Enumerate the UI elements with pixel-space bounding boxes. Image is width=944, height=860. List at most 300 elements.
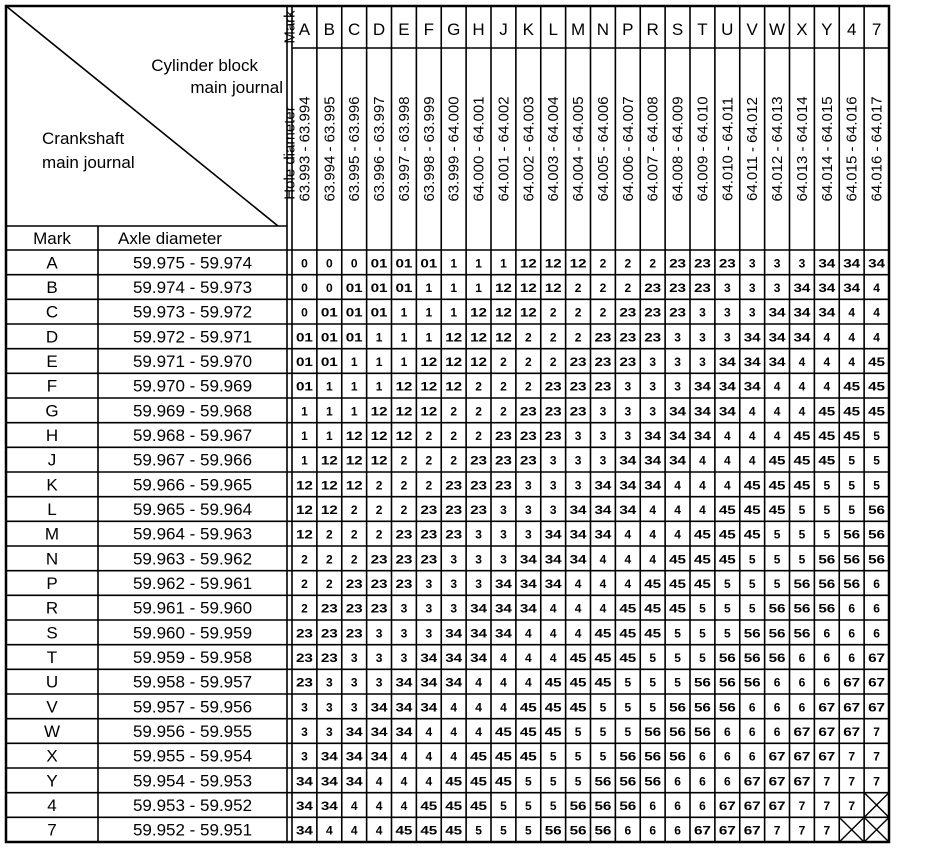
table-cell: 67 — [818, 700, 836, 715]
row-axle-range: 59.958 - 59.957 — [132, 672, 253, 692]
table-cell: 23 — [345, 601, 364, 616]
table-cell: 12 — [420, 379, 438, 394]
table-cell: 34 — [644, 453, 662, 468]
table-cell: 45 — [669, 552, 687, 567]
table-cell: 7 — [848, 799, 856, 813]
table-cell: 4 — [723, 478, 731, 493]
table-cell: 23 — [370, 601, 388, 616]
column-hole-range: 64.000 - 64.001 — [470, 96, 488, 202]
table-cell: 45 — [619, 601, 637, 616]
table-cell: 45 — [843, 404, 861, 419]
crankshaft-label: Crankshaft — [42, 129, 125, 148]
table-cell: 5 — [798, 552, 806, 567]
table-cell: 45 — [519, 725, 538, 739]
table-cell: 56 — [718, 651, 737, 665]
table-cell: 67 — [693, 823, 712, 838]
table-cell: 23 — [370, 577, 388, 591]
table-cell: 23 — [669, 256, 687, 271]
table-cell: 12 — [569, 256, 587, 271]
table-cell: 56 — [868, 552, 886, 567]
row-axle-range: 59.967 - 59.966 — [132, 450, 253, 470]
table-cell: 45 — [743, 503, 762, 517]
table-cell: 6 — [873, 601, 880, 616]
column-hole-range: 64.005 - 64.006 — [594, 96, 612, 202]
table-cell: 3 — [599, 404, 607, 419]
table-cell: 45 — [818, 429, 836, 443]
column-mark: 7 — [871, 20, 882, 39]
column-hole-range: 64.002 - 64.003 — [520, 96, 538, 202]
row-axle-range: 59.953 - 59.952 — [132, 796, 253, 815]
table-cell: 4 — [400, 799, 408, 813]
table-cell: 12 — [470, 330, 488, 345]
table-cell: 2 — [325, 552, 333, 567]
table-cell: 12 — [395, 379, 413, 394]
row-mark: J — [47, 450, 57, 470]
table-cell: 45 — [669, 577, 687, 591]
table-cell: 3 — [748, 281, 756, 295]
table-cell: 56 — [693, 675, 712, 690]
table-cell: 23 — [445, 478, 463, 493]
table-cell: 0 — [301, 305, 308, 320]
table-cell: 7 — [823, 799, 831, 813]
row-mark: C — [45, 302, 59, 322]
table-cell: 34 — [743, 355, 762, 369]
table-cell: 3 — [400, 651, 408, 665]
table-cell: 4 — [848, 330, 856, 345]
table-cell: 2 — [549, 330, 557, 345]
table-cell: 12 — [295, 527, 314, 542]
table-cell: 4 — [524, 675, 532, 690]
row-mark: V — [46, 697, 58, 717]
table-cell: 34 — [619, 503, 637, 517]
table-cell: 5 — [699, 626, 706, 641]
table-cell: 2 — [400, 453, 408, 468]
table-cell: 34 — [295, 799, 314, 813]
table-cell: 2 — [524, 379, 532, 394]
column-hole-range: 63.994 - 63.995 — [321, 96, 339, 202]
table-cell: 3 — [325, 725, 333, 739]
table-cell: 5 — [599, 725, 607, 739]
table-cell: 34 — [420, 651, 438, 665]
table-cell: 6 — [723, 774, 731, 789]
column-mark: J — [499, 20, 508, 39]
table-cell: 1 — [450, 281, 458, 295]
table-cell: 23 — [644, 305, 662, 320]
table-cell: 34 — [868, 256, 886, 271]
table-cell: 12 — [544, 256, 563, 271]
axle-diameter-header: Axle diameter — [118, 229, 222, 248]
table-cell: 5 — [748, 601, 756, 616]
row-mark: A — [46, 253, 58, 273]
table-cell: 4 — [500, 675, 507, 690]
table-cell: 2 — [574, 281, 582, 295]
table-cell: 34 — [395, 725, 413, 739]
table-cell: 6 — [699, 774, 706, 789]
table-cell: 01 — [345, 281, 364, 295]
table-cell: 2 — [375, 478, 383, 493]
table-cell: 56 — [544, 823, 563, 838]
table-cell: 34 — [693, 429, 712, 443]
row-mark: G — [45, 401, 59, 421]
table-cell: 6 — [748, 749, 756, 764]
table-cell: 45 — [519, 700, 538, 715]
table-cell: 0 — [350, 256, 358, 271]
table-cell: 01 — [295, 355, 314, 369]
table-cell: 23 — [544, 404, 563, 419]
table-cell: 23 — [494, 478, 513, 493]
table-cell: 45 — [569, 700, 587, 715]
table-cell: 6 — [848, 601, 856, 616]
table-cell: 5 — [599, 749, 607, 764]
crossed-box-icon — [865, 794, 888, 817]
table-cell: 12 — [395, 404, 413, 419]
table-cell: 67 — [793, 774, 811, 789]
table-cell: 0 — [301, 281, 308, 295]
column-mark: U — [721, 20, 734, 39]
table-cell: 56 — [718, 700, 737, 715]
table-cell: 67 — [768, 799, 786, 813]
table-cell: 3 — [574, 453, 582, 468]
table-cell: 6 — [723, 725, 731, 739]
row-mark: E — [46, 352, 58, 371]
table-cell: 34 — [569, 552, 587, 567]
table-cell: 3 — [325, 675, 333, 690]
table-cell: 3 — [524, 503, 532, 517]
table-cell: 3 — [574, 429, 582, 443]
table-cell: 34 — [395, 700, 413, 715]
column-mark: D — [372, 20, 386, 39]
table-cell: 4 — [475, 700, 482, 715]
table-cell: 1 — [350, 355, 358, 369]
row-mark: L — [47, 500, 57, 519]
table-cell: 3 — [450, 601, 458, 616]
table-cell: 12 — [345, 429, 364, 443]
table-cell: 45 — [594, 651, 612, 665]
table-cell: 56 — [569, 799, 587, 813]
table-cell: 56 — [868, 527, 886, 542]
table-cell: 45 — [669, 601, 687, 616]
table-cell: 4 — [375, 823, 383, 838]
column-mark: F — [423, 20, 435, 39]
table-cell: 34 — [768, 355, 786, 369]
row-axle-range: 59.970 - 59.969 — [132, 376, 253, 396]
column-mark: E — [398, 20, 410, 39]
table-cell: 6 — [773, 675, 781, 690]
table-cell: 2 — [524, 330, 532, 345]
table-cell: 56 — [793, 626, 811, 641]
column-hole-range: 63.999 - 64.000 — [445, 96, 463, 202]
table-cell: 5 — [699, 651, 706, 665]
table-cell: 23 — [395, 577, 413, 591]
table-cell: 6 — [624, 823, 632, 838]
table-cell: 5 — [674, 675, 681, 690]
table-cell: 5 — [848, 503, 856, 517]
table-cell: 34 — [494, 577, 513, 591]
table-cell: 56 — [868, 503, 886, 517]
table-cell: 2 — [400, 503, 408, 517]
table-cell: 3 — [301, 700, 308, 715]
table-cell: 34 — [569, 503, 587, 517]
table-cell: 23 — [693, 281, 712, 295]
row-mark: T — [46, 648, 58, 667]
table-cell: 67 — [743, 823, 762, 838]
table-cell: 1 — [425, 281, 433, 295]
table-cell: 12 — [370, 453, 388, 468]
table-cell: 01 — [370, 281, 388, 295]
table-cell: 34 — [370, 749, 388, 764]
column-mark: T — [697, 20, 708, 39]
table-cell: 56 — [693, 700, 712, 715]
table-cell: 23 — [395, 552, 413, 567]
table-cell: 23 — [594, 330, 612, 345]
table-cell: 34 — [693, 379, 712, 394]
table-cell: 45 — [768, 503, 786, 517]
table-cell: 12 — [470, 305, 488, 320]
column-mark: W — [769, 20, 786, 39]
table-cell: 5 — [873, 453, 880, 468]
table-cell: 34 — [644, 478, 662, 493]
table-cell: 01 — [420, 256, 438, 271]
table-cell: 67 — [843, 725, 861, 739]
table-cell: 45 — [693, 552, 712, 567]
table-cell: 67 — [868, 675, 886, 690]
table-cell: 3 — [425, 601, 433, 616]
row-axle-range: 59.966 - 59.965 — [132, 475, 253, 495]
table-cell: 4 — [325, 823, 333, 838]
table-cell: 34 — [569, 527, 587, 542]
row-axle-range: 59.959 - 59.958 — [132, 648, 253, 667]
table-cell: 2 — [500, 404, 507, 419]
table-cell: 23 — [295, 651, 314, 665]
table-cell: 67 — [868, 651, 886, 665]
table-cell: 5 — [624, 675, 632, 690]
table-cell: 23 — [644, 330, 662, 345]
table-cell: 6 — [748, 700, 756, 715]
table-cell: 4 — [549, 626, 557, 641]
row-axle-range: 59.963 - 59.962 — [132, 549, 253, 569]
row-mark: X — [46, 746, 58, 766]
table-cell: 34 — [843, 256, 861, 271]
table-cell: 4 — [350, 823, 358, 838]
table-cell: 6 — [798, 675, 806, 690]
column-mark: N — [596, 20, 610, 39]
table-cell: 45 — [743, 527, 762, 542]
table-cell: 45 — [519, 749, 538, 764]
row-mark: H — [45, 426, 59, 445]
mark-vertical-label: Mark — [281, 10, 299, 44]
table-cell: 34 — [793, 330, 811, 345]
table-cell: 45 — [494, 774, 513, 789]
column-hole-range: 64.006 - 64.007 — [619, 96, 637, 202]
table-cell: 6 — [823, 651, 831, 665]
table-cell: 2 — [549, 355, 557, 369]
table-cell: 34 — [793, 281, 811, 295]
column-mark: H — [472, 20, 485, 39]
table-cell: 4 — [798, 355, 806, 369]
table-cell: 45 — [470, 774, 488, 789]
table-cell: 01 — [345, 330, 364, 345]
table-cell: 7 — [823, 823, 831, 838]
table-cell: 2 — [425, 429, 433, 443]
table-cell: 5 — [574, 725, 582, 739]
table-cell: 56 — [594, 799, 612, 813]
table-cell: 34 — [420, 700, 438, 715]
table-cell: 5 — [549, 749, 557, 764]
table-cell: 1 — [301, 404, 308, 419]
table-cell: 34 — [370, 700, 388, 715]
table-cell: 5 — [500, 799, 507, 813]
table-cell: 23 — [544, 429, 563, 443]
table-cell: 34 — [743, 379, 762, 394]
table-cell: 4 — [574, 601, 582, 616]
table-cell: 5 — [699, 601, 706, 616]
table-cell: 45 — [544, 725, 563, 739]
table-cell: 45 — [793, 429, 811, 443]
table-cell: 7 — [798, 799, 806, 813]
table-cell: 12 — [345, 453, 364, 468]
table-cell: 3 — [375, 675, 383, 690]
table-cell: 5 — [475, 823, 482, 838]
cylinder-block-label: main journal — [190, 78, 283, 97]
table-cell: 67 — [718, 823, 737, 838]
table-cell: 23 — [619, 355, 637, 369]
table-cell: 4 — [624, 527, 632, 542]
table-cell: 4 — [873, 281, 880, 295]
row-axle-range: 59.952 - 59.951 — [132, 820, 253, 840]
table-cell: 23 — [644, 281, 662, 295]
table-cell: 12 — [445, 379, 463, 394]
table-cell: 3 — [425, 577, 433, 591]
row-axle-range: 59.969 - 59.968 — [132, 401, 253, 421]
table-cell: 2 — [350, 527, 358, 542]
table-cell: 45 — [718, 503, 737, 517]
table-cell: 12 — [345, 478, 364, 493]
table-cell: 45 — [544, 700, 563, 715]
table-cell: 34 — [295, 823, 314, 838]
table-cell: 34 — [345, 749, 364, 764]
table-cell: 45 — [693, 527, 712, 542]
table-cell: 5 — [773, 577, 781, 591]
table-cell: 56 — [818, 577, 836, 591]
table-cell: 4 — [549, 601, 557, 616]
table-cell: 5 — [549, 774, 557, 789]
table-cell: 5 — [773, 527, 781, 542]
row-axle-range: 59.972 - 59.971 — [132, 327, 253, 347]
table-cell: 01 — [395, 256, 413, 271]
table-cell: 2 — [325, 577, 333, 591]
table-cell: 23 — [693, 256, 712, 271]
table-cell: 5 — [624, 725, 632, 739]
table-cell: 4 — [475, 675, 482, 690]
table-cell: 56 — [768, 601, 786, 616]
table-cell: 6 — [873, 577, 880, 591]
table-cell: 4 — [773, 429, 781, 443]
table-cell: 12 — [320, 478, 339, 493]
table-cell: 2 — [450, 429, 458, 443]
table-cell: 7 — [773, 823, 781, 838]
table-cell: 4 — [450, 725, 458, 739]
table-cell: 34 — [445, 675, 463, 690]
table-cell: 4 — [823, 330, 831, 345]
table-cell: 34 — [345, 725, 364, 739]
table-cell: 34 — [669, 453, 687, 468]
table-cell: 56 — [669, 725, 687, 739]
table-cell: 12 — [544, 281, 563, 295]
column-hole-range: 64.016 - 64.017 — [868, 96, 886, 202]
row-mark: P — [46, 574, 58, 593]
table-cell: 56 — [718, 675, 737, 690]
table-cell: 34 — [445, 651, 463, 665]
table-cell: 4 — [674, 478, 681, 493]
table-cell: 45 — [445, 799, 463, 813]
row-axle-range: 59.962 - 59.961 — [132, 574, 253, 593]
table-cell: 3 — [674, 379, 681, 394]
crankshaft-label: main journal — [42, 153, 135, 172]
table-cell: 34 — [470, 626, 488, 641]
table-cell: 67 — [743, 799, 762, 813]
table-cell: 23 — [320, 626, 339, 641]
table-cell: 3 — [674, 355, 681, 369]
table-cell: 4 — [574, 577, 582, 591]
table-cell: 2 — [475, 379, 482, 394]
table-cell: 45 — [793, 478, 811, 493]
column-mark: M — [570, 20, 586, 39]
table-cell: 4 — [823, 355, 831, 369]
table-cell: 4 — [699, 503, 706, 517]
table-cell: 67 — [768, 774, 786, 789]
table-cell: 4 — [674, 527, 681, 542]
table-cell: 56 — [569, 823, 587, 838]
table-cell: 6 — [699, 799, 706, 813]
table-cell: 2 — [549, 305, 557, 320]
table-cell: 23 — [420, 503, 438, 517]
table-cell: 34 — [295, 774, 314, 789]
table-cell: 4 — [450, 749, 458, 764]
table-cell: 4 — [475, 725, 482, 739]
table-cell: 5 — [748, 577, 756, 591]
table-cell: 6 — [798, 651, 806, 665]
table-cell: 6 — [873, 626, 880, 641]
table-cell: 5 — [524, 799, 532, 813]
table-cell: 34 — [718, 379, 737, 394]
table-cell: 67 — [743, 774, 762, 789]
table-cell: 34 — [345, 774, 364, 789]
table-cell: 56 — [743, 675, 762, 690]
table-cell: 2 — [425, 478, 433, 493]
table-cell: 23 — [569, 355, 587, 369]
table-cell: 4 — [773, 379, 781, 394]
table-cell: 12 — [445, 355, 463, 369]
table-cell: 34 — [370, 725, 388, 739]
table-cell: 3 — [500, 552, 507, 567]
table-cell: 23 — [519, 404, 538, 419]
table-cell: 1 — [425, 305, 433, 320]
table-cell: 1 — [425, 330, 433, 345]
hole-diameter-label: Hole diameter — [281, 106, 299, 200]
row-mark: K — [46, 475, 58, 495]
table-cell: 3 — [301, 749, 308, 764]
table-cell: 4 — [400, 774, 408, 789]
table-cell: 7 — [873, 749, 880, 764]
table-cell: 67 — [793, 725, 811, 739]
table-cell: 3 — [450, 552, 458, 567]
table-cell: 34 — [594, 478, 612, 493]
row-axle-range: 59.957 - 59.956 — [132, 697, 253, 717]
table-cell: 56 — [793, 601, 811, 616]
table-cell: 45 — [743, 478, 762, 493]
table-cell: 2 — [599, 281, 607, 295]
row-mark: M — [44, 524, 60, 544]
